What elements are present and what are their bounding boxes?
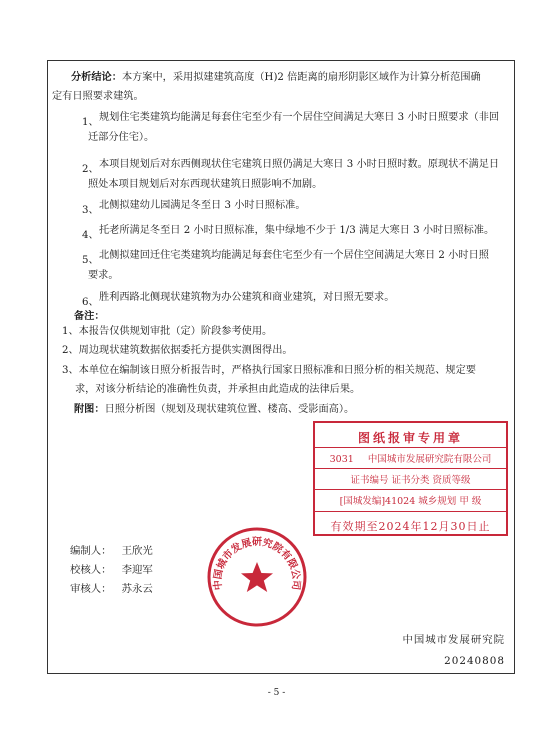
stamp-org: 中国城市发展研究院有限公司 (367, 454, 492, 465)
item-5-number: 5、 (82, 255, 99, 266)
note-3-cont: 求，对该分析结论的准确性负责，并承担由此造成的法律后果。 (75, 384, 361, 395)
item-2-line2: 照处本项目规划后对东西现状建筑日照影响不加剧。 (88, 179, 323, 190)
note-2: 2、周边现状建筑数据依据委托方提供实测图得出。 (62, 345, 293, 356)
stamp-row1 (315, 451, 506, 465)
stamp-code: 3031 (329, 454, 354, 465)
item-4-number: 4、 (82, 230, 99, 241)
item-1-number: 1、 (82, 117, 99, 128)
item-1-line1: 规划住宅类建筑均能满足每套住宅至少有一个居住空间满足大寒日 3 小时日照要求（非回 (99, 112, 500, 123)
company-seal (206, 526, 308, 628)
signature-name: 李迎军 (121, 564, 153, 576)
conclusion-title: 分析结论： (71, 71, 122, 83)
seal-text: 中国城市发展研究院有限公司 (212, 537, 302, 591)
organization-name: 中国城市发展研究院 (402, 634, 505, 646)
stamp-row4: 有效期至2024年12月30日止 (330, 520, 491, 533)
item-4-line1: 托老所满足冬至日 2 小时日照标准，集中绿地不少于 1/3 满足大寒日 3 小时日照标准。 (99, 225, 495, 236)
signature-role: 审核人： (70, 583, 112, 595)
item-2-number: 2、 (82, 164, 99, 175)
attachment-text: 日照分析图（规划及现状建筑位置、楼高、受影面高）。 (104, 404, 355, 415)
item-2-line1: 本项目规划后对东西侧现状住宅建筑日照仍满足大寒日 3 小时日照时数。原现状不满足日 (99, 159, 500, 170)
approval-stamp (313, 421, 508, 536)
signature-reviewer (70, 580, 153, 595)
item-1-line2: 迁部分住宅）。 (88, 132, 155, 143)
item-5-line1: 北侧拟建回迁住宅类建筑均能满足每套住宅至少有一个居住空间满足大寒日 2 小时日照 (99, 250, 489, 261)
stamp-row2: 证书编号 证书分类 资质等级 (350, 475, 471, 486)
stamp-title: 图纸报审专用章 (357, 431, 463, 445)
item-3-line1: 北侧拟建幼儿园满足冬至日 3 小时日照标准。 (99, 200, 306, 211)
note-3: 3、本单位在编制该日照分析报告时，严格执行国家日照标准和日照分析的相关规范、规定要 (62, 365, 476, 376)
attachment-line (74, 399, 354, 420)
signature-checker (70, 561, 153, 576)
conclusion-line1 (71, 67, 481, 88)
signature-role: 编制人： (70, 545, 112, 557)
notes-title: 备注： (74, 310, 105, 322)
star-icon (241, 562, 273, 592)
stamp-row3: [国城发编]41024 城乡规划 甲 级 (339, 496, 482, 507)
item-6-number: 6、 (82, 297, 99, 308)
signature-compiler (70, 542, 153, 557)
signature-name: 王欣光 (121, 545, 153, 557)
attachment-title: 附图： (74, 403, 105, 415)
note-1: 1、本报告仅供规划审批（定）阶段参考使用。 (62, 326, 273, 337)
page-number: - 5 - (267, 688, 286, 698)
signature-name: 苏永云 (121, 583, 153, 595)
report-date: 20240808 (444, 655, 505, 667)
conclusion-text-1: 本方案中，采用拟建建筑高度（H)2 倍距离的扇形阴影区域作为计算分析范围确 (121, 72, 481, 83)
item-5-line2: 要求。 (88, 270, 119, 281)
conclusion-line2: 定有日照要求建筑。 (52, 91, 144, 102)
item-6-line1: 胜利西路北侧现状建筑物为办公建筑和商业建筑，对日照无要求。 (99, 292, 395, 303)
signature-role: 校核人： (70, 564, 112, 576)
item-3-number: 3、 (82, 205, 99, 216)
